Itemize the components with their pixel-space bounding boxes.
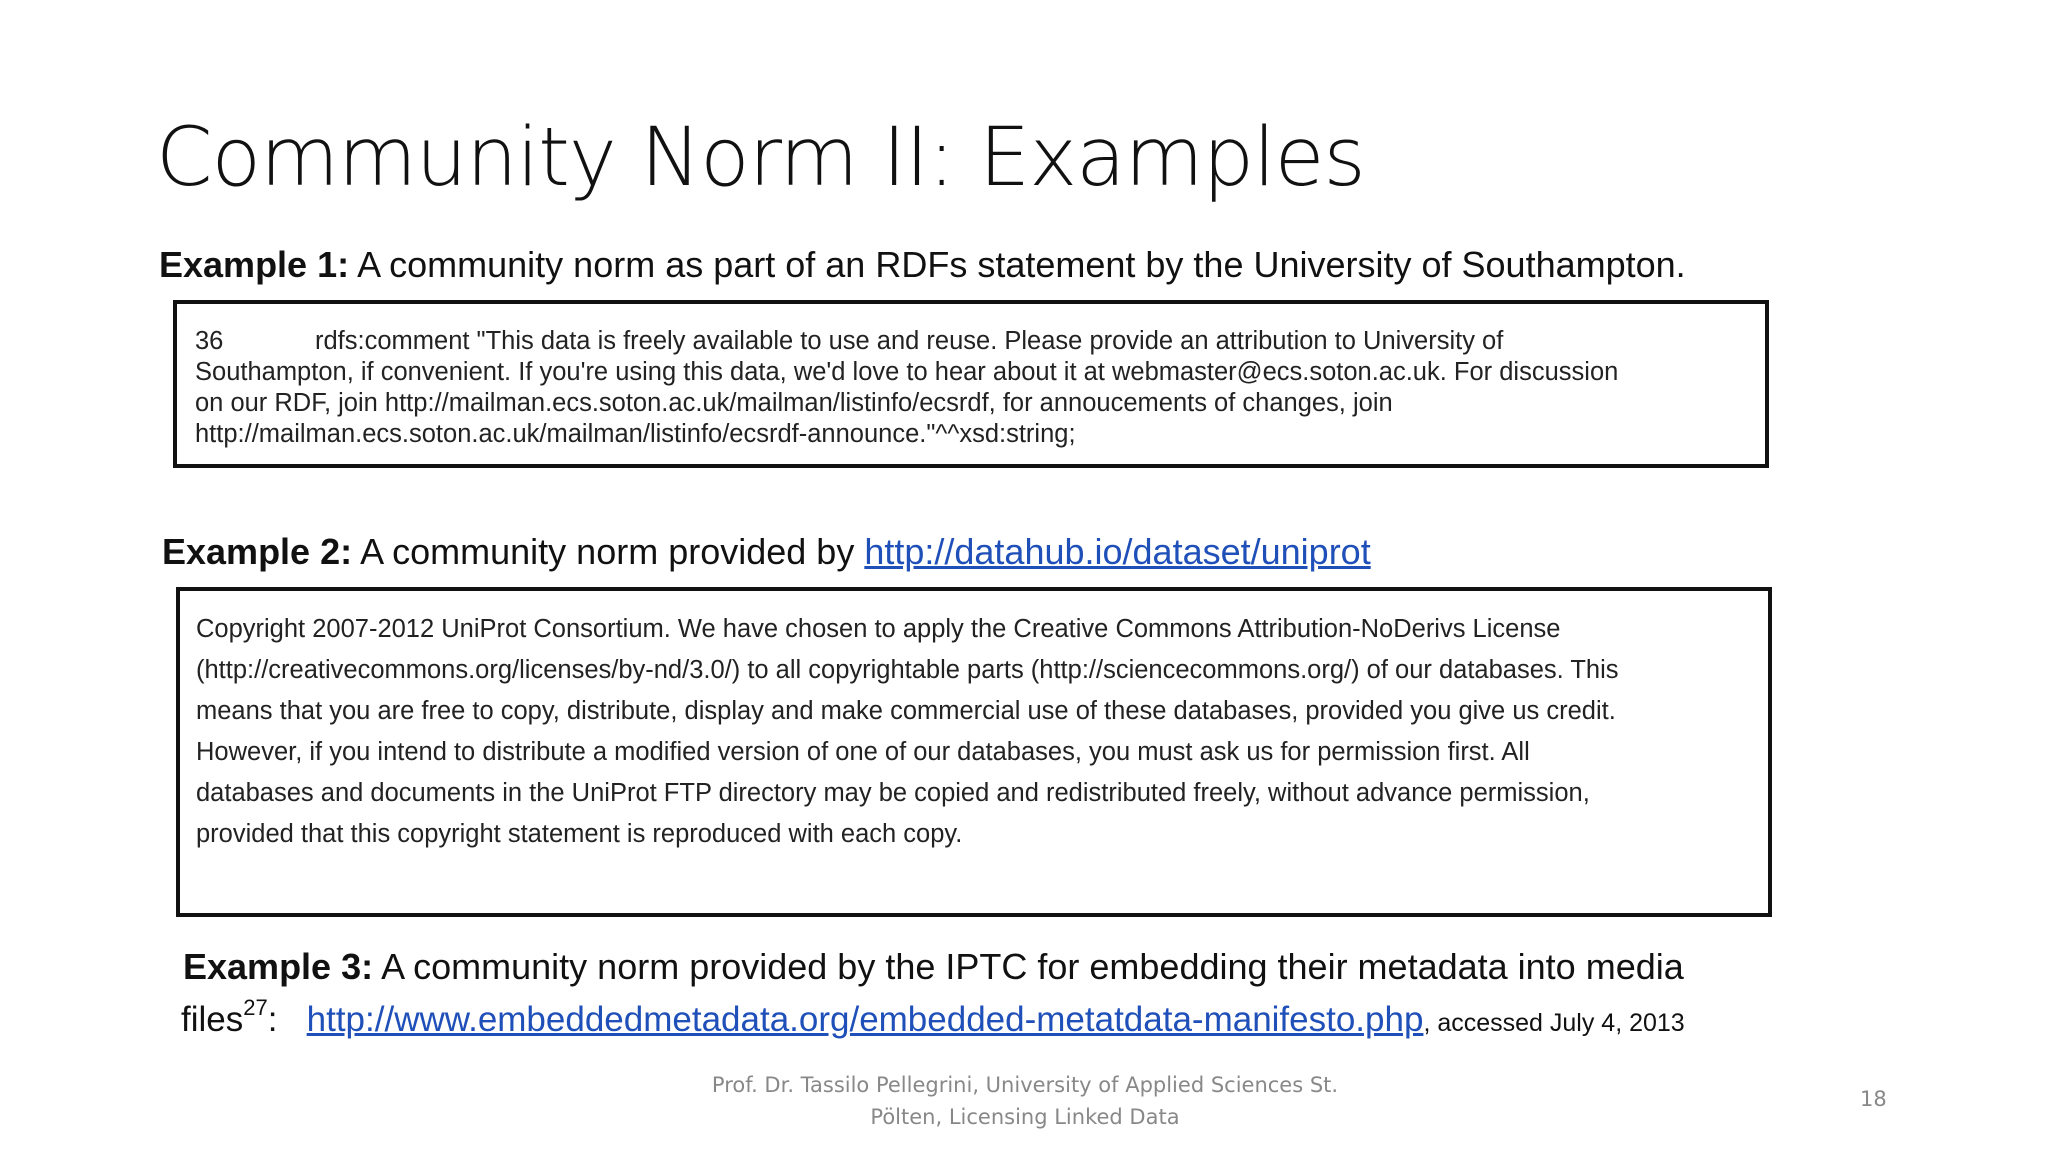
example-3-link[interactable]: http://www.embeddedmetadata.org/embedded-metatdata-manifesto.php (306, 1000, 1424, 1039)
license-line-5: databases and documents in the UniProt FTP directory may be copied and redistributed freely, without advance permission, (196, 779, 1590, 807)
example-1-rdf-box (173, 300, 1769, 468)
example-2-text: A community norm provided by (352, 531, 865, 572)
slide-footer (700, 1069, 1350, 1133)
license-line-3: means that you are free to copy, distribute, display and make commercial use of these databases, provided you give us credit. (196, 697, 1616, 725)
example-3-colon: : (267, 1000, 307, 1039)
example-2-license-box (176, 587, 1772, 917)
license-line-4: However, if you intend to distribute a modified version of one of our databases, you must ask us for permission first. All (196, 738, 1530, 766)
rdf-line-4: http://mailman.ecs.soton.ac.uk/mailman/listinfo/ecsrdf-announce."^^xsd:string; (195, 420, 1076, 448)
example-1-heading (159, 244, 1686, 285)
example-2-link[interactable]: http://datahub.io/dataset/uniprot (864, 531, 1371, 572)
rdf-line-2: Southampton, if convenient. If you're using this data, we'd love to hear about it at webmaster@ecs.soton.ac.uk. For discussion (195, 358, 1619, 386)
rdf-line-1 (195, 326, 1747, 357)
example-3-source-line (181, 995, 1685, 1040)
page-number: 18 (1860, 1087, 1887, 1111)
example-2-heading (162, 531, 1371, 572)
example-3-heading (183, 946, 1684, 987)
accessed-date: , accessed July 4, 2013 (1423, 1009, 1685, 1037)
example-3-label: Example 3: (183, 946, 374, 987)
rdf-line-number: 36 (195, 327, 224, 355)
slide-title: Community Norm II: Examples (156, 111, 1365, 205)
example-2-label: Example 2: (162, 531, 353, 572)
rdf-line-3: on our RDF, join http://mailman.ecs.soton.ac.uk/mailman/listinfo/ecsrdf, for annoucements of changes, join (195, 389, 1393, 417)
footer-line-1: Prof. Dr. Tassilo Pellegrini, University of Applied Sciences St. (711, 1073, 1339, 1097)
example-3-files-word: files (181, 1000, 244, 1039)
license-line-2: (http://creativecommons.org/licenses/by-nd/3.0/) to all copyrightable parts (http://sciencecommons.org/) of our databases. This (196, 656, 1619, 684)
license-line-6: provided that this copyright statement is reproduced with each copy. (196, 820, 963, 848)
example-1-label: Example 1: (159, 244, 350, 285)
example-1-text: A community norm as part of an RDFs statement by the University of Southampton. (349, 244, 1686, 285)
footer-line-2: Pölten, Licensing Linked Data (870, 1105, 1180, 1129)
rdf-line-1-text: rdfs:comment "This data is freely available to use and reuse. Please provide an attribution to University of (315, 327, 1504, 355)
footnote-marker: 27 (243, 995, 268, 1020)
license-line-1: Copyright 2007-2012 UniProt Consortium. We have chosen to apply the Creative Commons Attribution-NoDerivs License (196, 615, 1561, 643)
example-3-text: A community norm provided by the IPTC for embedding their metadata into media (373, 946, 1684, 987)
